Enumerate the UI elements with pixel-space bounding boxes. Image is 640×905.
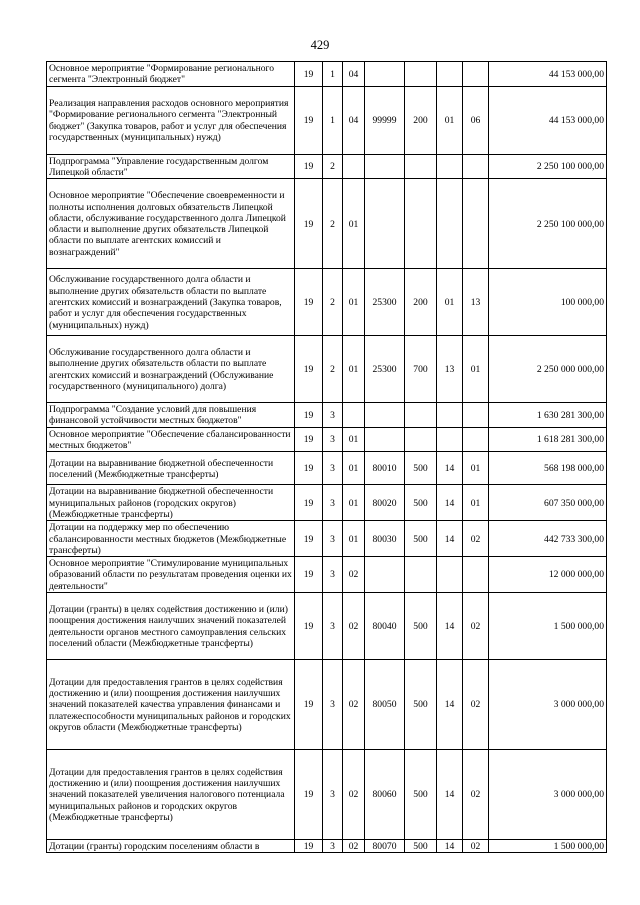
subprogram-code: 3 <box>323 557 343 593</box>
section-code <box>437 154 463 179</box>
subprogram-code: 3 <box>323 403 343 428</box>
main-event-code: 02 <box>343 750 365 840</box>
budget-table <box>46 61 607 853</box>
subprogram-code: 3 <box>323 521 343 557</box>
section-code: 01 <box>437 86 463 154</box>
subsection-code: 01 <box>463 485 489 521</box>
subprogram-code: 2 <box>323 336 343 403</box>
program-code: 19 <box>295 840 323 853</box>
expense-type-code: 700 <box>405 336 437 403</box>
section-code: 14 <box>437 660 463 750</box>
subprogram-code: 1 <box>323 62 343 87</box>
expense-type-code: 500 <box>405 452 437 485</box>
direction-code: 80020 <box>365 485 405 521</box>
direction-code: 99999 <box>365 86 405 154</box>
subsection-code: 01 <box>463 452 489 485</box>
subprogram-code: 3 <box>323 427 343 452</box>
program-code: 19 <box>295 452 323 485</box>
table-row <box>47 557 607 593</box>
amount: 2 250 100 000,00 <box>489 179 607 269</box>
section-code: 14 <box>437 485 463 521</box>
row-description: Дотации на поддержку мер по обеспечению сбалансированности местных бюджетов (Межбюджетные трансферты) <box>47 521 295 557</box>
table-row <box>47 62 607 87</box>
main-event-code: 04 <box>343 62 365 87</box>
subsection-code <box>463 427 489 452</box>
program-code: 19 <box>295 154 323 179</box>
direction-code: 80070 <box>365 840 405 853</box>
program-code: 19 <box>295 660 323 750</box>
table-row <box>47 660 607 750</box>
direction-code <box>365 403 405 428</box>
table-row <box>47 485 607 521</box>
subprogram-code: 3 <box>323 840 343 853</box>
section-code: 14 <box>437 521 463 557</box>
main-event-code: 02 <box>343 660 365 750</box>
table-row <box>47 179 607 269</box>
subsection-code <box>463 557 489 593</box>
main-event-code: 02 <box>343 593 365 660</box>
row-description: Основное мероприятие "Обеспечение своевременности и полноты исполнения долговых обязательств Липецкой области, обслуживание государственного долга Липецкой области и выполнение других обязательств Липецкой области по выплате агентских комиссий и вознаграждений" <box>47 179 295 269</box>
program-code: 19 <box>295 485 323 521</box>
subsection-code: 01 <box>463 336 489 403</box>
main-event-code: 01 <box>343 269 365 336</box>
row-description: Дотации (гранты) городским поселениям области в <box>47 840 295 853</box>
expense-type-code <box>405 62 437 87</box>
subprogram-code: 2 <box>323 179 343 269</box>
main-event-code: 02 <box>343 557 365 593</box>
row-description: Дотации для предоставления грантов в целях содействия достижению и (или) поощрения достижения наилучших значений показателей качества управления финансами и платежеспособности муниципальных районов и городских округов области (Межбюджетные трансферты) <box>47 660 295 750</box>
main-event-code: 01 <box>343 485 365 521</box>
program-code: 19 <box>295 521 323 557</box>
table-row <box>47 452 607 485</box>
subsection-code: 02 <box>463 660 489 750</box>
subprogram-code: 3 <box>323 750 343 840</box>
amount: 1 618 281 300,00 <box>489 427 607 452</box>
amount: 44 153 000,00 <box>489 62 607 87</box>
row-description: Дотации на выравнивание бюджетной обеспеченности поселений (Межбюджетные трансферты) <box>47 452 295 485</box>
expense-type-code <box>405 179 437 269</box>
section-code: 14 <box>437 840 463 853</box>
expense-type-code: 500 <box>405 750 437 840</box>
row-description: Основное мероприятие "Стимулирование муниципальных образований области по результатам проведения оценки их деятельности" <box>47 557 295 593</box>
section-code: 14 <box>437 750 463 840</box>
amount: 12 000 000,00 <box>489 557 607 593</box>
page-number: 429 <box>310 38 330 52</box>
direction-code <box>365 557 405 593</box>
table-row <box>47 427 607 452</box>
row-description: Подпрограмма "Управление государственным долгом Липецкой области" <box>47 154 295 179</box>
main-event-code <box>343 154 365 179</box>
direction-code: 80060 <box>365 750 405 840</box>
section-code: 14 <box>437 452 463 485</box>
main-event-code: 01 <box>343 452 365 485</box>
row-description: Дотации (гранты) в целях содействия достижению и (или) поощрения достижения наилучших значений показателей деятельности органов местного самоуправления сельских поселений области (Межбюджетные трансферты) <box>47 593 295 660</box>
section-code: 13 <box>437 336 463 403</box>
amount: 2 250 000 000,00 <box>489 336 607 403</box>
amount: 1 500 000,00 <box>489 840 607 853</box>
subsection-code: 02 <box>463 521 489 557</box>
row-description: Обслуживание государственного долга области и выполнение других обязательств области по выплате агентских комиссий и вознаграждений (Закупка товаров, работ и услуг для обеспечения государственных (муниципальных) нужд) <box>47 269 295 336</box>
table-row <box>47 521 607 557</box>
subsection-code <box>463 179 489 269</box>
main-event-code: 01 <box>343 179 365 269</box>
table-row <box>47 840 607 853</box>
table-row <box>47 403 607 428</box>
section-code <box>437 557 463 593</box>
program-code: 19 <box>295 403 323 428</box>
main-event-code <box>343 403 365 428</box>
amount: 607 350 000,00 <box>489 485 607 521</box>
section-code <box>437 62 463 87</box>
section-code <box>437 179 463 269</box>
section-code <box>437 427 463 452</box>
amount: 1 500 000,00 <box>489 593 607 660</box>
main-event-code: 01 <box>343 336 365 403</box>
expense-type-code <box>405 403 437 428</box>
amount: 3 000 000,00 <box>489 750 607 840</box>
subsection-code <box>463 403 489 428</box>
amount: 2 250 100 000,00 <box>489 154 607 179</box>
amount: 44 153 000,00 <box>489 86 607 154</box>
main-event-code: 02 <box>343 840 365 853</box>
expense-type-code <box>405 427 437 452</box>
direction-code <box>365 154 405 179</box>
amount: 1 630 281 300,00 <box>489 403 607 428</box>
expense-type-code: 500 <box>405 485 437 521</box>
subprogram-code: 3 <box>323 485 343 521</box>
subsection-code <box>463 154 489 179</box>
direction-code: 80010 <box>365 452 405 485</box>
program-code: 19 <box>295 336 323 403</box>
subprogram-code: 2 <box>323 269 343 336</box>
row-description: Дотации для предоставления грантов в целях содействия достижению и (или) поощрения достижения наилучших значений показателей увеличения налогового потенциала муниципальных районов и городских округов (Межбюджетные трансферты) <box>47 750 295 840</box>
subsection-code: 02 <box>463 840 489 853</box>
direction-code: 25300 <box>365 336 405 403</box>
section-code <box>437 403 463 428</box>
expense-type-code: 500 <box>405 840 437 853</box>
program-code: 19 <box>295 750 323 840</box>
program-code: 19 <box>295 427 323 452</box>
direction-code: 80030 <box>365 521 405 557</box>
direction-code: 80040 <box>365 593 405 660</box>
expense-type-code: 500 <box>405 521 437 557</box>
section-code: 01 <box>437 269 463 336</box>
amount: 100 000,00 <box>489 269 607 336</box>
subsection-code: 13 <box>463 269 489 336</box>
program-code: 19 <box>295 269 323 336</box>
table-row <box>47 86 607 154</box>
expense-type-code <box>405 154 437 179</box>
section-code: 14 <box>437 593 463 660</box>
expense-type-code: 500 <box>405 660 437 750</box>
program-code: 19 <box>295 593 323 660</box>
subprogram-code: 1 <box>323 86 343 154</box>
direction-code <box>365 427 405 452</box>
subprogram-code: 3 <box>323 452 343 485</box>
table-row <box>47 269 607 336</box>
direction-code: 80050 <box>365 660 405 750</box>
program-code: 19 <box>295 179 323 269</box>
main-event-code: 01 <box>343 521 365 557</box>
program-code: 19 <box>295 86 323 154</box>
direction-code: 25300 <box>365 269 405 336</box>
row-description: Дотации на выравнивание бюджетной обеспеченности муниципальных районов (городских округов) (Межбюджетные трансферты) <box>47 485 295 521</box>
main-event-code: 01 <box>343 427 365 452</box>
subsection-code: 02 <box>463 750 489 840</box>
subprogram-code: 3 <box>323 660 343 750</box>
row-description: Основное мероприятие "Формирование регионального сегмента "Электронный бюджет" <box>47 62 295 87</box>
program-code: 19 <box>295 62 323 87</box>
subprogram-code: 2 <box>323 154 343 179</box>
row-description: Основное мероприятие "Обеспечение сбалансированности местных бюджетов" <box>47 427 295 452</box>
subprogram-code: 3 <box>323 593 343 660</box>
direction-code <box>365 62 405 87</box>
direction-code <box>365 179 405 269</box>
row-description: Обслуживание государственного долга области и выполнение других обязательств области по выплате агентских комиссий и вознаграждений (Обслуживание государственного (муниципального) долга) <box>47 336 295 403</box>
amount: 3 000 000,00 <box>489 660 607 750</box>
subsection-code: 06 <box>463 86 489 154</box>
expense-type-code: 200 <box>405 86 437 154</box>
table-row <box>47 154 607 179</box>
subsection-code: 02 <box>463 593 489 660</box>
main-event-code: 04 <box>343 86 365 154</box>
expense-type-code: 200 <box>405 269 437 336</box>
amount: 568 198 000,00 <box>489 452 607 485</box>
expense-type-code <box>405 557 437 593</box>
table-row <box>47 750 607 840</box>
subsection-code <box>463 62 489 87</box>
table-row <box>47 336 607 403</box>
expense-type-code: 500 <box>405 593 437 660</box>
row-description: Реализация направления расходов основного мероприятия "Формирование регионального сегмента "Электронный бюджет" (Закупка товаров, работ и услуг для обеспечения государственных (муниципальных) нужд) <box>47 86 295 154</box>
amount: 442 733 300,00 <box>489 521 607 557</box>
program-code: 19 <box>295 557 323 593</box>
row-description: Подпрограмма "Создание условий для повышения финансовой устойчивости местных бюджетов" <box>47 403 295 428</box>
table-row <box>47 593 607 660</box>
